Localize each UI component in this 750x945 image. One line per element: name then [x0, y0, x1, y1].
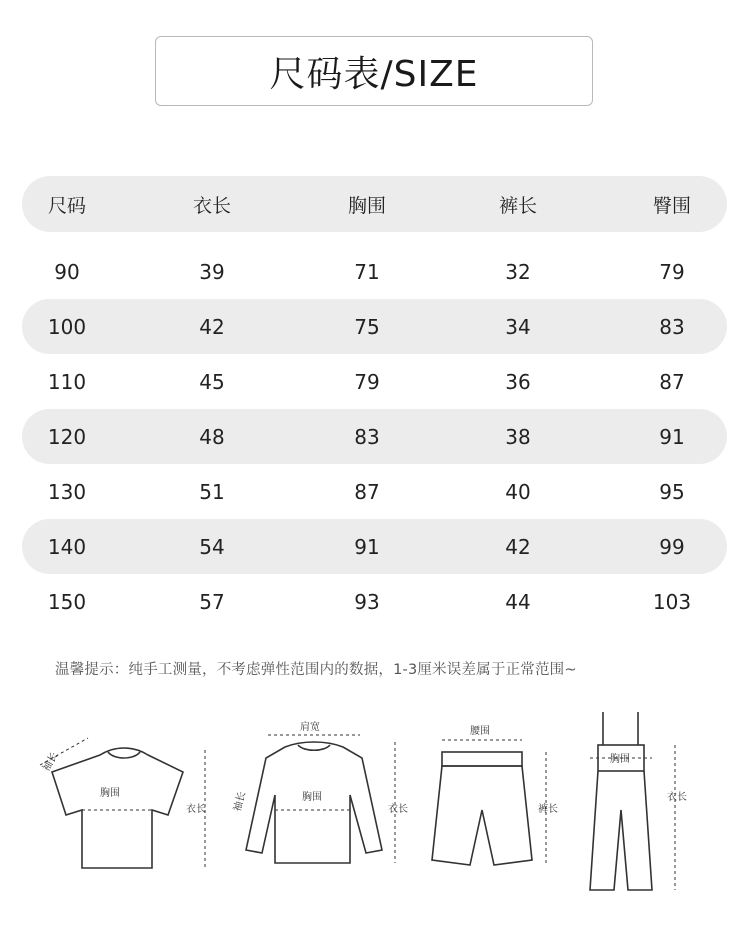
table-row [22, 574, 727, 629]
garment-diagrams-svg [0, 700, 750, 945]
tshirt-collar-icon [108, 752, 140, 758]
header-hip: 臀围 [652, 194, 691, 217]
cell-chest: 87 [354, 479, 380, 504]
cell-length: 39 [199, 259, 225, 284]
cell-pants-length: 32 [505, 259, 531, 284]
header-size: 尺码 [47, 194, 86, 217]
tshirt-outline-icon [52, 748, 183, 868]
cell-length: 51 [199, 479, 225, 504]
cell-chest: 83 [354, 424, 380, 449]
size-chart-title: 尺码表/SIZE [155, 36, 593, 106]
cell-hip: 95 [659, 479, 685, 504]
tshirt-sleeve-label: 袖长 [41, 750, 61, 774]
table-header [22, 176, 727, 232]
cell-pants-length: 34 [505, 314, 531, 339]
sweater-sleeve-label: 袖长 [232, 790, 249, 813]
cell-size: 150 [47, 589, 87, 614]
shorts-length-label: 裤长 [538, 804, 558, 815]
size-table [22, 176, 727, 629]
cell-chest: 91 [354, 534, 380, 559]
overalls-diagram [590, 712, 675, 890]
cell-pants-length: 40 [505, 479, 531, 504]
shorts-outline-icon [432, 766, 532, 865]
cell-size: 140 [47, 534, 87, 559]
cell-pants-length: 44 [505, 589, 531, 614]
cell-chest: 93 [354, 589, 380, 614]
cell-chest: 79 [354, 369, 380, 394]
cell-hip: 79 [659, 259, 685, 284]
cell-length: 45 [199, 369, 225, 394]
cell-chest: 71 [354, 259, 380, 284]
cell-size: 110 [47, 369, 87, 394]
cell-hip: 91 [659, 424, 685, 449]
shorts-waist-label: 腰围 [470, 726, 490, 737]
tshirt-chest-label: 胸围 [100, 788, 120, 799]
sweater-shoulder-label: 肩宽 [300, 722, 320, 733]
cell-chest: 75 [354, 314, 380, 339]
measurement-notice: 温馨提示：纯手工测量，不考虑弹性范围内的数据，1-3厘米误差属于正常范围~ [55, 662, 577, 678]
overalls-chest-label: 胸围 [610, 754, 630, 765]
cell-hip: 99 [659, 534, 685, 559]
table-row [22, 354, 727, 409]
shorts-waistband-icon [442, 752, 522, 766]
table-row [22, 409, 727, 464]
cell-hip: 87 [659, 369, 685, 394]
shorts-diagram [432, 740, 546, 865]
cell-pants-length: 42 [505, 534, 531, 559]
table-row [22, 519, 727, 574]
overalls-length-label: 衣长 [667, 792, 687, 803]
tshirt-diagram [40, 738, 205, 868]
header-pants-length: 裤长 [498, 194, 537, 217]
overalls-legs-icon [590, 771, 652, 890]
tshirt-length-label: 衣长 [186, 804, 206, 815]
cell-size: 100 [47, 314, 87, 339]
cell-hip: 103 [652, 589, 692, 614]
cell-size: 120 [47, 424, 87, 449]
table-row [22, 244, 727, 299]
header-chest: 胸围 [347, 194, 386, 217]
cell-pants-length: 38 [505, 424, 531, 449]
header-length: 衣长 [192, 194, 231, 217]
table-row [22, 464, 727, 519]
sweater-length-label: 衣长 [388, 804, 408, 815]
cell-size: 90 [54, 259, 80, 284]
cell-length: 54 [199, 534, 225, 559]
cell-length: 48 [199, 424, 225, 449]
sweater-chest-label: 胸围 [302, 792, 322, 803]
cell-size: 130 [47, 479, 87, 504]
cell-length: 57 [199, 589, 225, 614]
measurement-diagrams [0, 700, 750, 945]
table-row [22, 299, 727, 354]
cell-hip: 83 [659, 314, 685, 339]
cell-length: 42 [199, 314, 225, 339]
sweater-collar-icon [298, 745, 330, 750]
cell-pants-length: 36 [505, 369, 531, 394]
